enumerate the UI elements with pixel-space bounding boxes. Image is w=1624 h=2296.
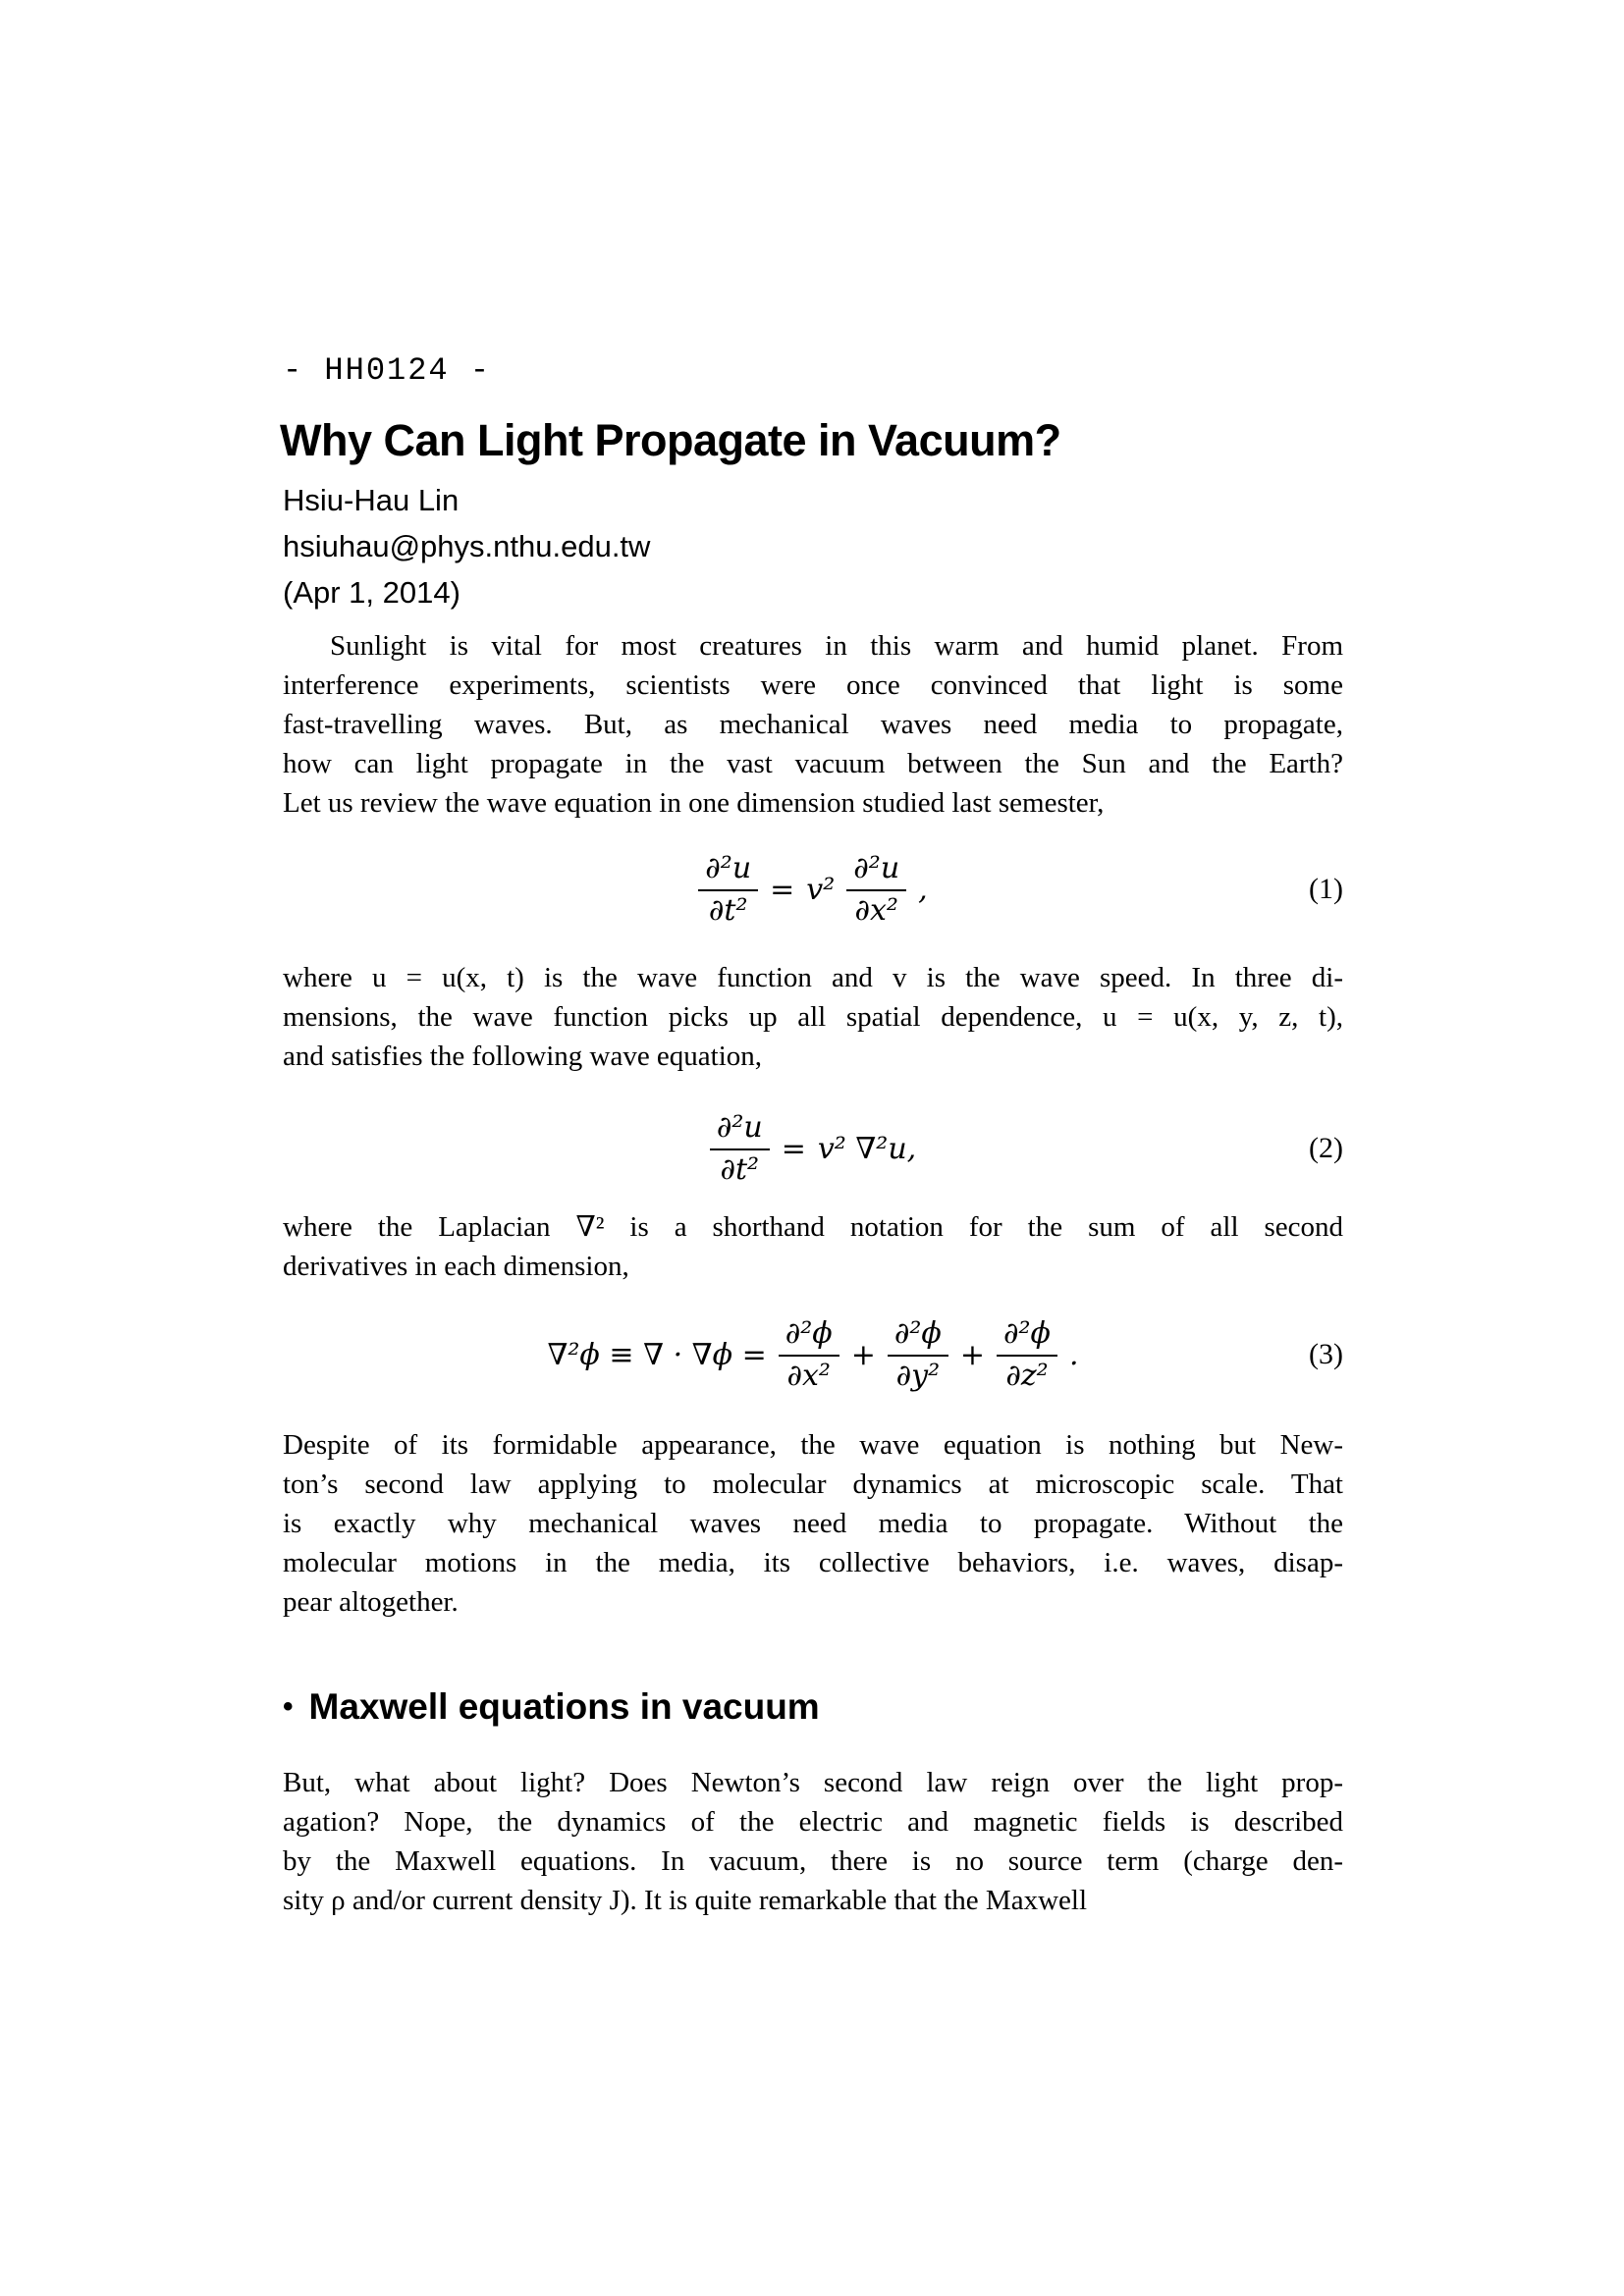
trailing-period: . — [1069, 1337, 1079, 1372]
bullet-icon: • — [283, 1690, 294, 1723]
body-line: derivatives in each dimension, — [283, 1251, 629, 1282]
body-line: sity ρ and/or current density J). It is quite remarkable that the Maxwell — [283, 1885, 1087, 1916]
equals-sign: = — [781, 1131, 806, 1166]
author-block — [283, 477, 1343, 615]
paragraph-laplacian — [283, 1207, 1343, 1286]
laplacian-term: v² ∇²u, — [817, 1131, 917, 1166]
section-heading-label: Maxwell equations in vacuum — [308, 1686, 820, 1727]
trailing-comma: , — [918, 872, 928, 907]
equation-1 — [283, 842, 1343, 936]
course-code: - HH0124 - — [283, 352, 492, 389]
equation-3 — [283, 1308, 1343, 1402]
publication-date: (Apr 1, 2014) — [283, 575, 460, 610]
paragraph-newton — [283, 1425, 1343, 1622]
body-line: mensions, the wave function picks up all spatial dependence, u = u(x, y, z, t), — [283, 1001, 1343, 1033]
body-line: But, what about light? Does Newton’s second law reign over the light prop- — [283, 1767, 1343, 1798]
body-line: interference experiments, scientists were once convinced that light is some — [283, 669, 1343, 701]
paragraph-wave-function — [283, 958, 1343, 1076]
paragraph-intro — [283, 626, 1343, 823]
equation-number: (3) — [1309, 1338, 1343, 1370]
paragraph-maxwell — [283, 1763, 1343, 1920]
equals-sign: = — [770, 872, 795, 907]
fraction-d2phi-dz2: $\frac{\text{∂²ϕ}}{\text{∂z²}}$ — [997, 1316, 1057, 1394]
body-line: Sunlight is vital for most creatures in this warm and humid planet. From — [330, 630, 1343, 662]
body-line: where u = u(x, t) is the wave function and v is the wave speed. In three di- — [283, 962, 1343, 993]
plus-sign: + — [850, 1337, 876, 1372]
plus-sign: + — [959, 1337, 985, 1372]
page-title: Why Can Light Propagate in Vacuum? — [280, 415, 1061, 465]
body-line: Let us review the wave equation in one dimension studied last semester, — [283, 787, 1105, 819]
body-line: pear altogether. — [283, 1586, 459, 1618]
section-heading-maxwell — [283, 1684, 1343, 1730]
fraction-d2u-dx2: $\frac{\text{∂²u}}{\text{∂x²}}$ — [846, 851, 906, 929]
body-line: ton’s second law applying to molecular dynamics at microscopic scale. That — [283, 1468, 1343, 1500]
author-name: Hsiu-Hau Lin — [283, 483, 460, 517]
body-line: molecular motions in the media, its collective behaviors, i.e. waves, disap- — [283, 1547, 1343, 1578]
body-line: is exactly why mechanical waves need media to propagate. Without the — [283, 1508, 1343, 1539]
fraction-d2u-dt2: $\frac{\text{∂²u}}{\text{∂t²}}$ — [710, 1110, 770, 1188]
fraction-d2u-dt2: $\frac{\text{∂²u}}{\text{∂t²}}$ — [698, 851, 758, 929]
equation-2 — [283, 1101, 1343, 1196]
body-line: by the Maxwell equations. In vacuum, there is no source term (charge den- — [283, 1845, 1343, 1877]
fraction-d2phi-dy2: $\frac{\text{∂²ϕ}}{\text{∂y²}}$ — [888, 1316, 948, 1394]
body-line: agation? Nope, the dynamics of the electric and magnetic fields is described — [283, 1806, 1343, 1838]
coefficient-v2: v² — [806, 872, 836, 907]
fraction-d2phi-dx2: $\frac{\text{∂²ϕ}}{\text{∂x²}}$ — [779, 1316, 839, 1394]
body-line: and satisfies the following wave equation, — [283, 1041, 763, 1072]
equation-number: (1) — [1309, 873, 1343, 905]
equation-number: (2) — [1309, 1132, 1343, 1164]
body-line: Despite of its formidable appearance, the wave equation is nothing but New- — [283, 1429, 1343, 1461]
body-line: how can light propagate in the vast vacuum between the Sun and the Earth? — [283, 748, 1343, 779]
body-line: where the Laplacian ∇² is a shorthand notation for the sum of all second — [283, 1211, 1343, 1243]
body-line: fast-travelling waves. But, as mechanical waves need media to propagate, — [283, 709, 1343, 740]
laplacian-definition-lhs: ∇²ϕ ≡ ∇ · ∇ϕ = — [547, 1337, 767, 1372]
author-email: hsiuhau@phys.nthu.edu.tw — [283, 529, 651, 563]
